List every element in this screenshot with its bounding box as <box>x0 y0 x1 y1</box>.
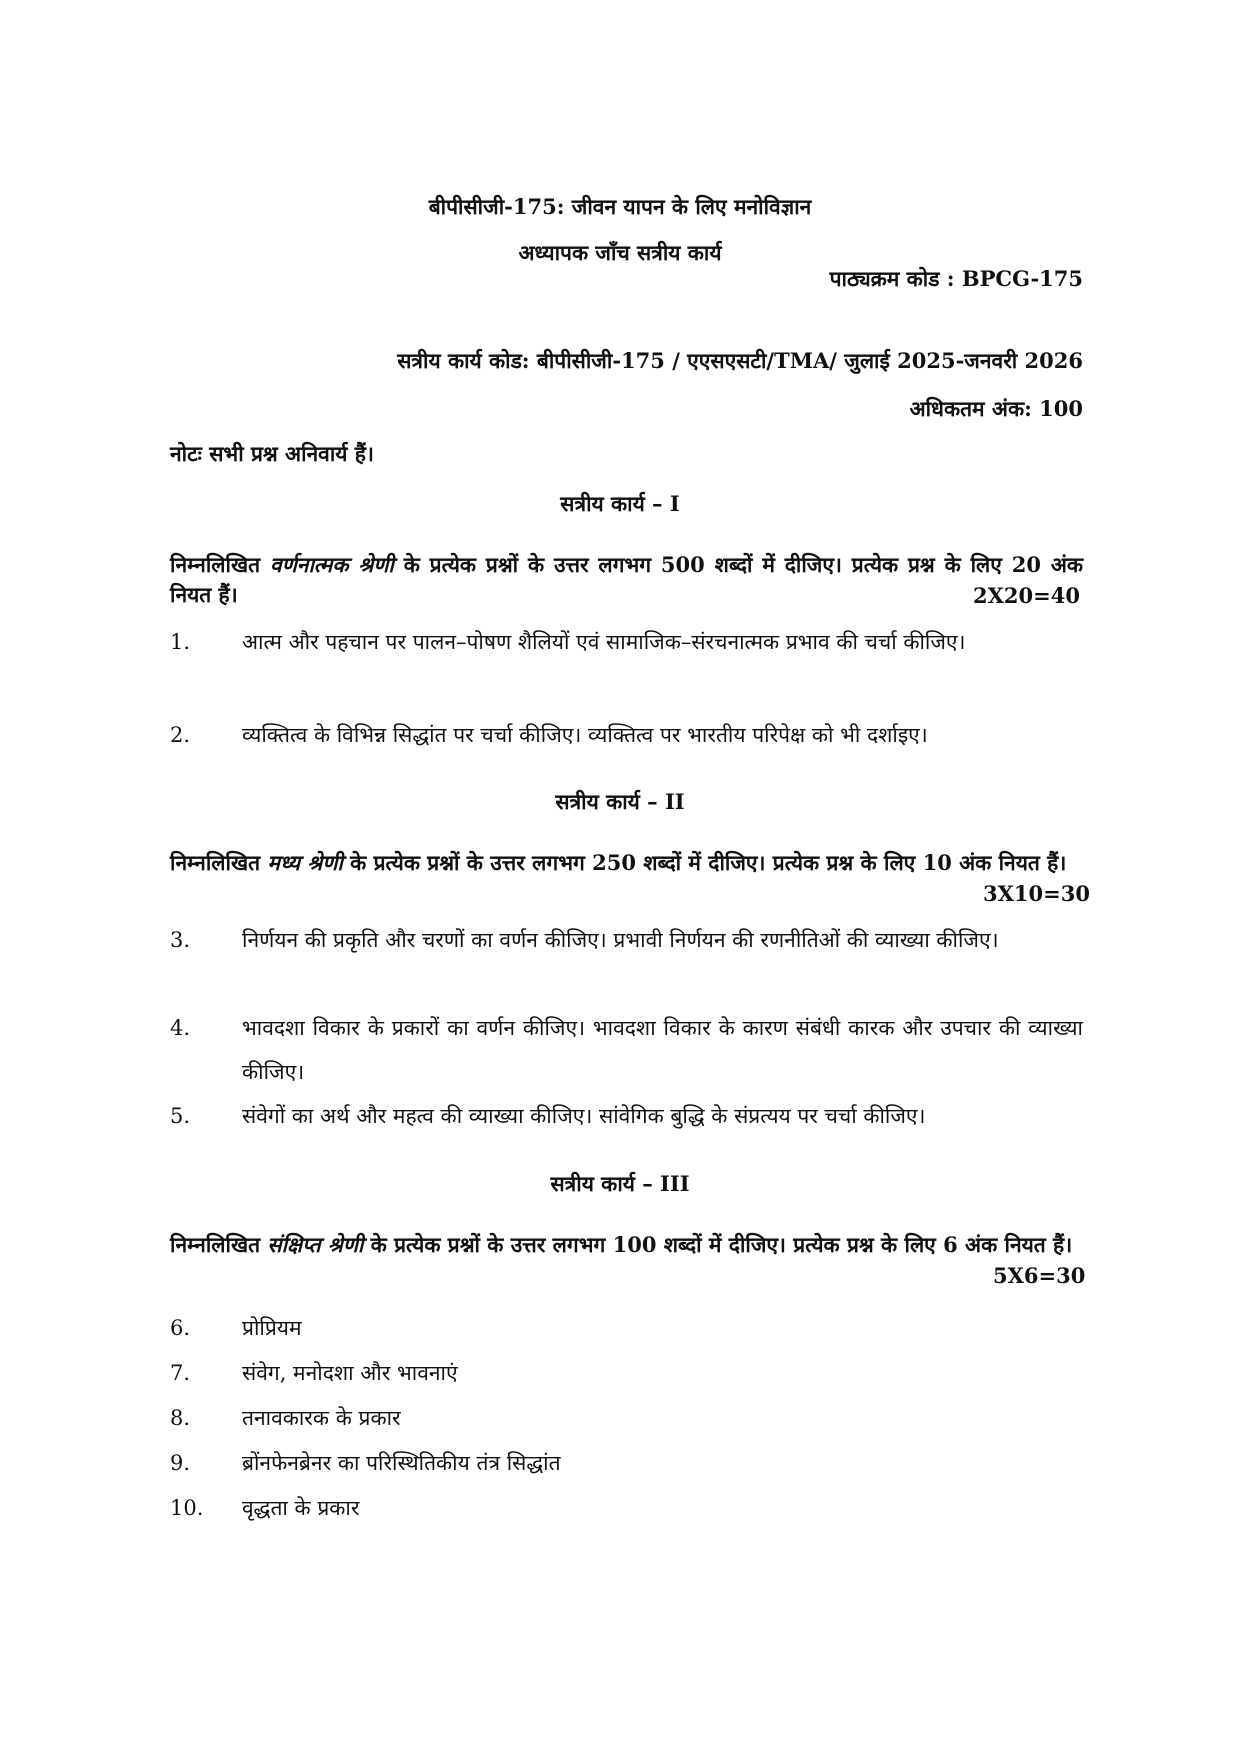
question-text: संवेगों का अर्थ और महत्व की व्याख्या कीजिए। सांवेगिक बुद्धि के संप्रत्यय पर चर्चा कीजिए। <box>242 1104 926 1128</box>
section-marks-2: 3X10=30 <box>983 881 1090 906</box>
assignment-code: सत्रीय कार्य कोड: बीपीसीजी-175 / एएसएसटी/TMA/ जुलाई 2025-जनवरी 2026 <box>397 348 1083 373</box>
question-text: संवेग, मनोदशा और भावनाएं <box>242 1361 458 1385</box>
question-number: 3. <box>170 928 191 952</box>
question-number: 2. <box>170 723 191 747</box>
question-text: वृद्धता के प्रकार <box>242 1496 360 1520</box>
question-8 <box>170 1396 1083 1440</box>
question-text: ब्रोंनफेनब्रेनर का परिस्थितिकीय तंत्र सिद्धांत <box>242 1451 561 1475</box>
question-text: तनावकारक के प्रकार <box>242 1406 401 1430</box>
course-title: बीपीसीजी-175: जीवन यापन के लिए मनोविज्ञान <box>428 194 812 219</box>
question-number: 7. <box>170 1361 191 1385</box>
question-number: 6. <box>170 1316 191 1340</box>
assignment-type-title: अध्यापक जाँच सत्रीय कार्य <box>518 240 722 265</box>
question-6 <box>170 1306 1083 1350</box>
section-instructions-1: निम्नलिखित वर्णनात्मक श्रेणी के प्रत्येक प्रश्नों के उत्तर लगभग 500 शब्दों में दीजिए। प्रत्येक प्रश्न के लिए 20 अंक नियत हैं। <box>170 552 1084 607</box>
question-text: निर्णयन की प्रकृति और चरणों का वर्णन कीजिए। प्रभावी निर्णयन की रणनीतिओं की व्याख्या कीजिए। <box>242 928 999 952</box>
question-number: 8. <box>170 1406 191 1430</box>
category-label: संक्षिप्त श्रेणी <box>267 1232 364 1257</box>
question-5 <box>170 1094 1083 1138</box>
question-number: 1. <box>170 630 191 654</box>
max-marks: अधिकतम अंक: 100 <box>909 396 1083 421</box>
section-heading-1: सत्रीय कार्य – I <box>560 491 680 516</box>
question-text: व्यक्तित्व के विभिन्न सिद्धांत पर चर्चा कीजिए। व्यक्तित्व पर भारतीय परिपेक्ष को भी दर्शाइए। <box>242 723 928 747</box>
course-code-line <box>830 265 1083 293</box>
section-heading-3: सत्रीय कार्य – III <box>550 1171 690 1196</box>
question-number: 5. <box>170 1104 191 1128</box>
question-10 <box>170 1486 1083 1530</box>
section-heading-2: सत्रीय कार्य – II <box>555 789 685 814</box>
question-4 <box>170 1006 1083 1094</box>
section-marks-1: 2X20=40 <box>973 583 1080 608</box>
question-number: 10. <box>170 1496 204 1520</box>
question-text: आत्म और पहचान पर पालन–पोषण शैलियों एवं सामाजिक–संरचनात्मक प्रभाव की चर्चा कीजिए। <box>242 630 966 654</box>
question-1 <box>170 620 1083 664</box>
question-3 <box>170 918 1083 962</box>
course-code-value: BPCG-175 <box>961 266 1083 291</box>
question-text: भावदशा विकार के प्रकारों का वर्णन कीजिए। भावदशा विकार के कारण संबंधी कारक और उपचार की व्याख्या कीजिए। <box>242 1016 1083 1084</box>
question-number: 4. <box>170 1016 191 1040</box>
course-code-label: पाठ्यक्रम कोड : <box>829 266 955 291</box>
category-label: मध्य श्रेणी <box>267 850 343 875</box>
question-7 <box>170 1351 1083 1395</box>
question-text: प्रोप्रियम <box>242 1316 302 1340</box>
question-number: 9. <box>170 1451 191 1475</box>
section-instructions-2: निम्नलिखित मध्य श्रेणी के प्रत्येक प्रश्नों के उत्तर लगभग 250 शब्दों में दीजिए। प्रत्येक प्रश्न के लिए 10 अंक नियत हैं। <box>170 850 1067 875</box>
section-marks-3: 5X6=30 <box>993 1263 1086 1288</box>
question-9 <box>170 1441 1083 1485</box>
category-label: वर्णनात्मक श्रेणी <box>269 552 394 577</box>
note: नोटः सभी प्रश्न अनिवार्य हैं। <box>170 441 374 466</box>
section-instructions-3: निम्नलिखित संक्षिप्त श्रेणी के प्रत्येक प्रश्नों के उत्तर लगभग 100 शब्दों में दीजिए। प्रत्येक प्रश्न के लिए 6 अंक नियत हैं। <box>170 1232 1073 1257</box>
question-2 <box>170 713 1083 757</box>
